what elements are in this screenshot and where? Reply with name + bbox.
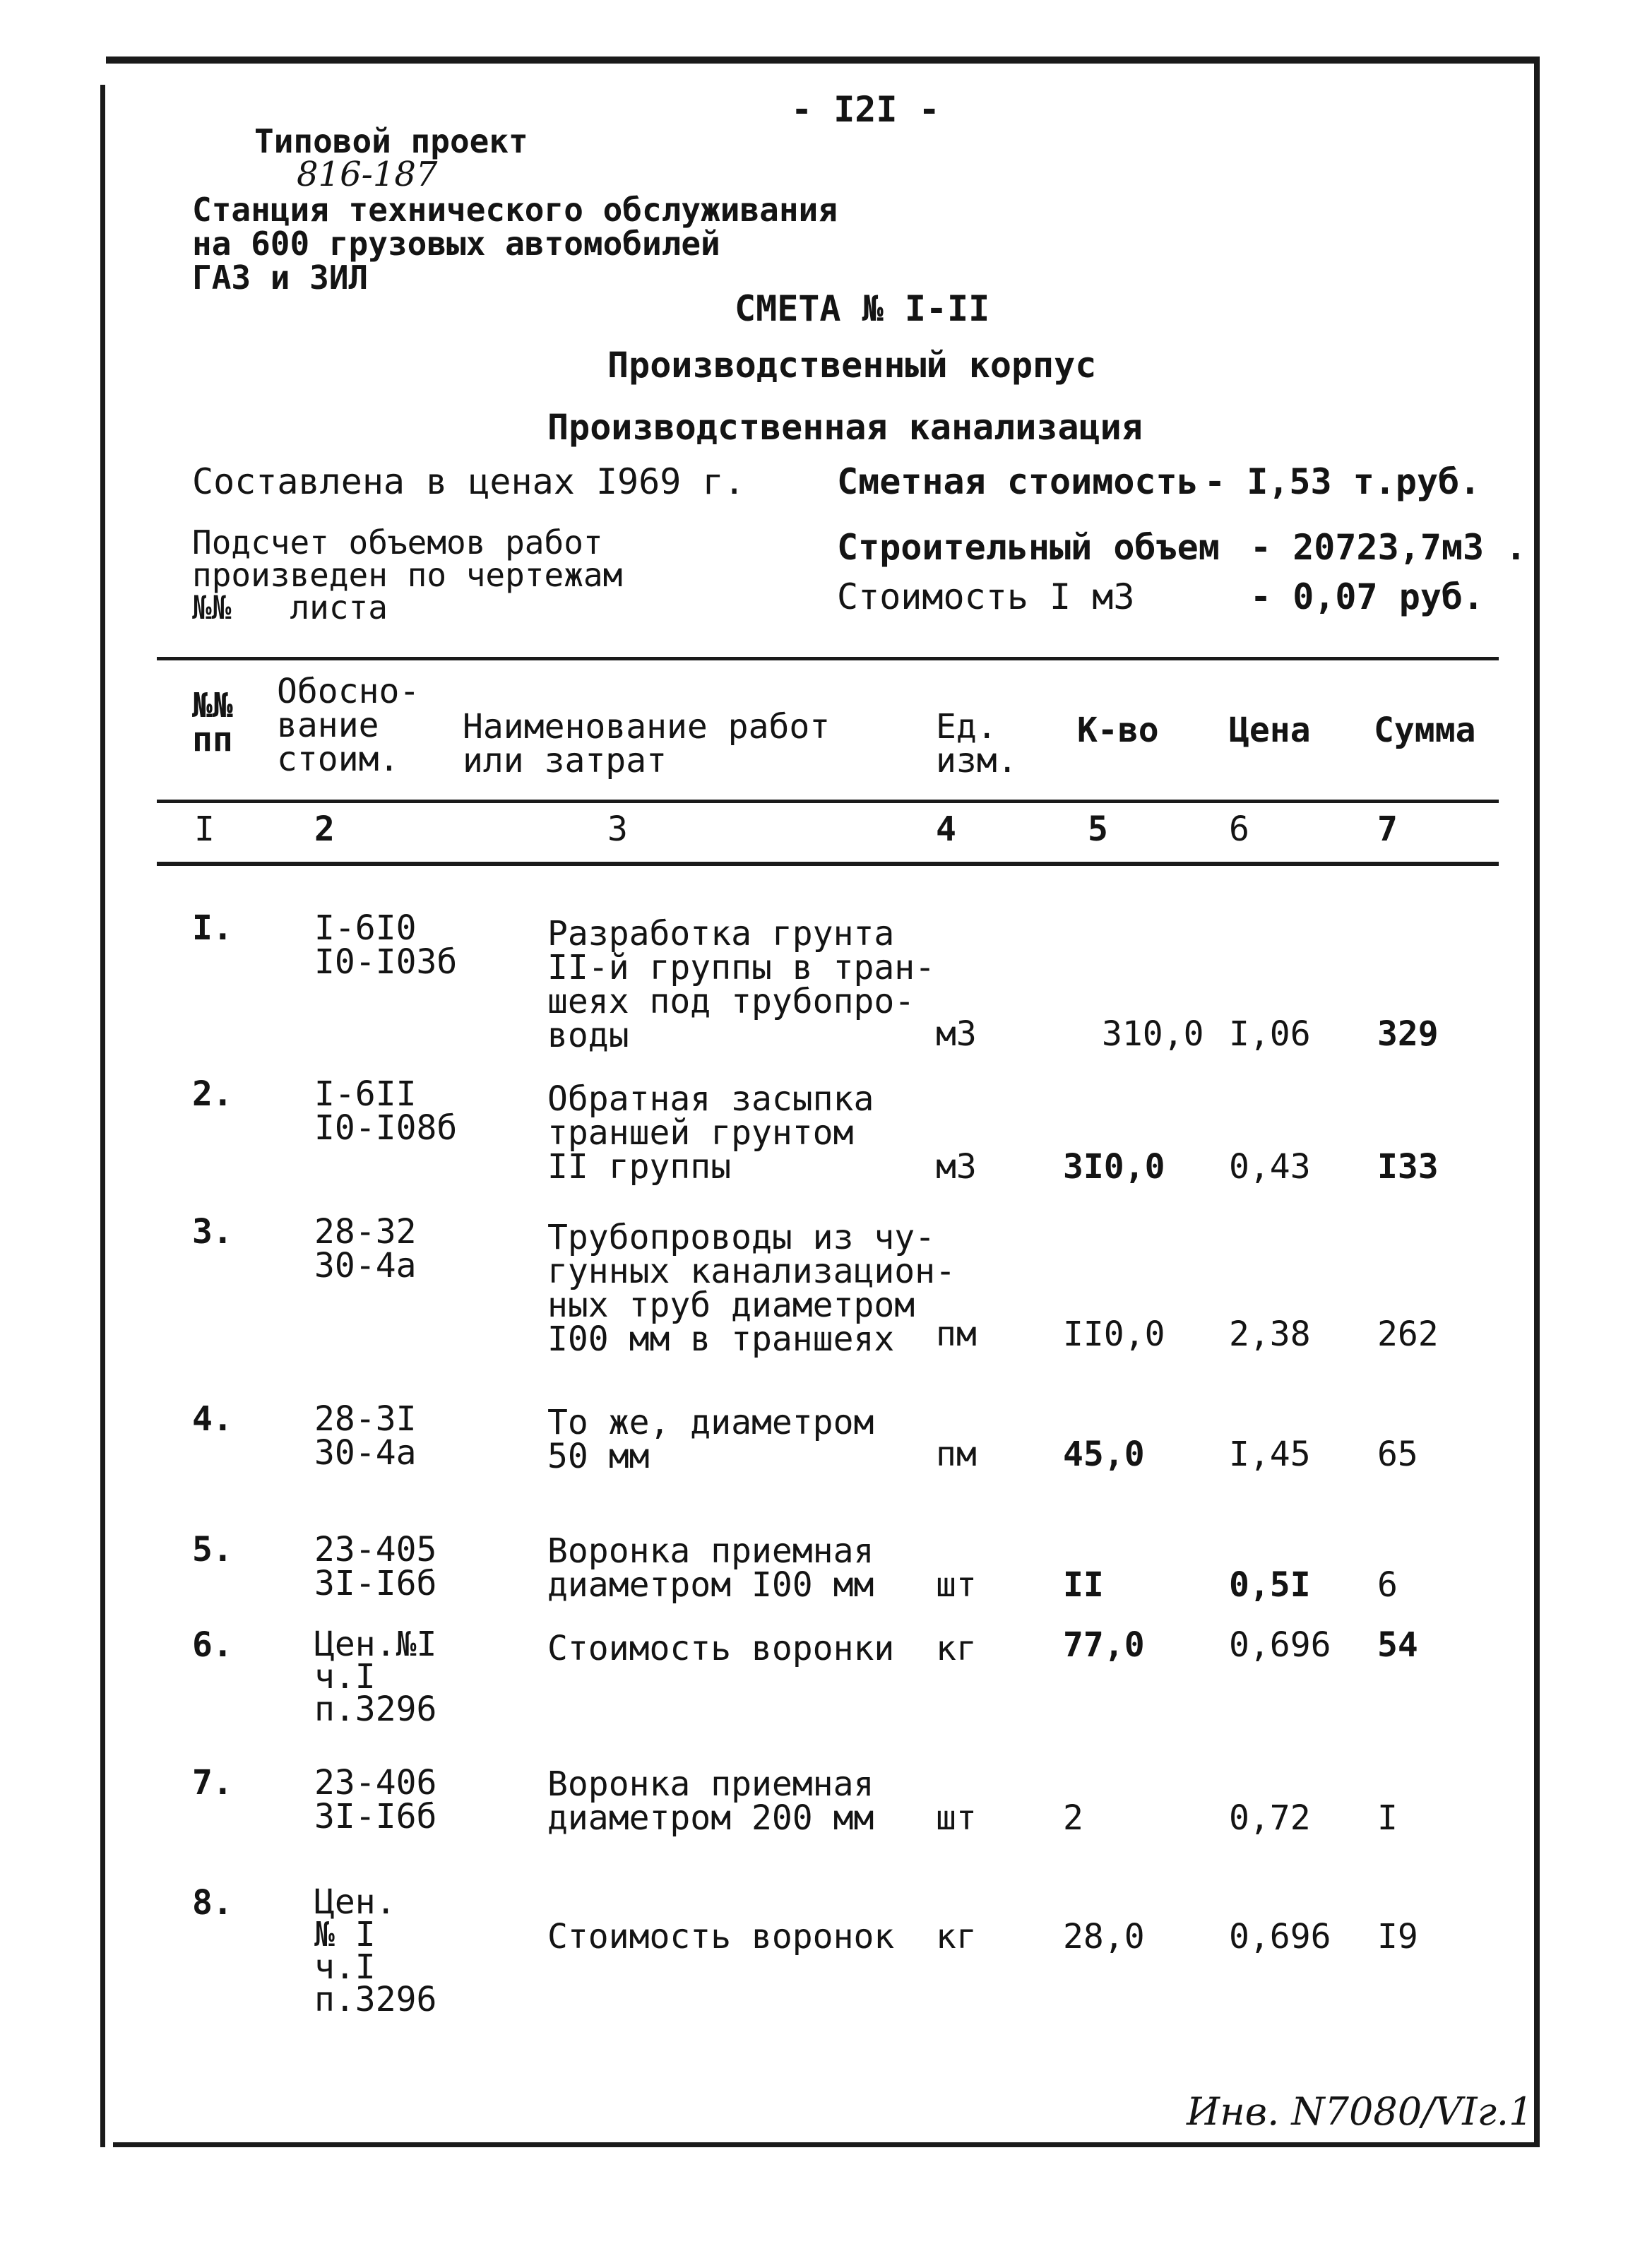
row-basis: I-6II I0-I08б [314,1074,458,1148]
header-num: №№ пп [192,686,233,759]
row-unit: кг [936,1629,977,1668]
row-qty: 3I0,0 [1063,1147,1165,1187]
colnum-7: 7 [1377,809,1398,849]
project-name-line2: на 600 грузовых автомобилей [192,225,720,263]
row-name: Воронка приемная диаметром 200 мм [547,1764,874,1838]
building-volume-label: Строительный объем [837,527,1220,568]
row-name: Разработка грунта II-й группы в тран- шеях под трубопро- воды [547,914,936,1055]
unit-cost-label: Стоимость I м3 [837,576,1135,617]
prices-year: Составлена в ценах I969 г. [192,461,745,502]
row-basis: Цен. № I ч.I п.3296 [314,1882,437,2019]
unit-cost-value: - 0,07 руб. [1250,576,1485,617]
row-name: Трубопроводы из чу- гунных канализацион- ных труб диаметром I00 мм в траншеях [547,1218,956,1359]
page-number: - I2I - [791,89,940,130]
row-price: 0,72 [1229,1798,1311,1838]
header-sum: Сумма [1374,711,1476,750]
row-unit: м3 [936,1147,977,1187]
row-price: I,06 [1229,1014,1311,1054]
row-name: Стоимость воронок [547,1917,895,1957]
row-qty: 45,0 [1063,1435,1145,1474]
row-sum: 54 [1377,1625,1418,1665]
row-num: 6. [192,1625,233,1665]
row-qty: II0,0 [1063,1314,1165,1354]
row-qty: II [1063,1565,1104,1605]
row-price: 0,5I [1229,1565,1311,1605]
row-basis: 23-406 3I-I6б [314,1763,437,1836]
colnum-3: 3 [607,809,628,849]
row-sum: I9 [1377,1917,1418,1957]
row-sum: 329 [1377,1014,1439,1054]
row-sum: I [1377,1798,1398,1838]
row-num: 4. [192,1399,233,1439]
header-unit: Ед. изм. [936,707,1018,780]
row-name: Воронка приемная диаметром I00 мм [547,1531,874,1605]
row-unit: пм [936,1435,977,1474]
row-price: 0,43 [1229,1147,1311,1187]
building-volume-value: - 20723,7м3 . [1250,527,1527,568]
colnum-4: 4 [936,809,956,849]
estimate-title: СМЕТА № I-II [735,288,990,329]
row-sum: I33 [1377,1147,1439,1187]
calculation-note: Подсчет объемов работ произведен по чертежам №№ листа [192,523,623,627]
row-basis: Цен.№I ч.I п.3296 [314,1625,437,1729]
row-num: 8. [192,1883,233,1923]
colnum-1: I [194,809,215,849]
estimate-subtitle: Производственный корпус [607,345,1097,386]
sheet-border-right [1534,64,1540,2147]
header-name: Наименование работ или затрат [463,707,831,780]
sheet-border-left [100,85,105,2147]
row-qty: 310,0 [1102,1014,1204,1054]
colnum-6: 6 [1229,809,1249,849]
row-basis: 23-405 3I-I6б [314,1530,437,1603]
sheet-border-top [106,57,1540,64]
table-rule-top [157,657,1499,660]
inventory-note: Инв. N7080/VIг.1 [1187,2089,1533,2134]
row-num: 3. [192,1212,233,1252]
row-unit: пм [936,1314,977,1354]
row-num: 5. [192,1530,233,1569]
row-price: 2,38 [1229,1314,1311,1354]
row-num: I. [192,908,233,948]
colnum-2: 2 [314,809,335,849]
row-qty: 28,0 [1063,1917,1145,1957]
project-number: 816-187 [297,155,438,194]
row-price: 0,696 [1229,1625,1331,1665]
row-basis: I-6I0 I0-I03б [314,908,458,982]
sheet-border-bottom [113,2142,1540,2147]
row-name: То же, диаметром 50 мм [547,1403,874,1476]
row-sum: 6 [1377,1565,1398,1605]
table-rule-colnums [157,862,1499,866]
row-price: I,45 [1229,1435,1311,1474]
row-unit: шт [936,1798,977,1838]
row-unit: кг [936,1917,977,1957]
colnum-5: 5 [1088,809,1108,849]
row-qty: 77,0 [1063,1625,1145,1665]
project-name-line1: Станция технического обслуживания [192,191,838,229]
row-num: 2. [192,1074,233,1114]
row-name: Обратная засыпка траншей грунтом II группы [547,1079,874,1187]
row-qty: 2 [1063,1798,1083,1838]
header-price: Цена [1229,711,1311,750]
row-price: 0,696 [1229,1917,1331,1957]
header-basis: Обосно- вание стоим. [277,672,420,779]
row-unit: шт [936,1565,977,1605]
estimate-section: Производственная канализация [547,407,1143,448]
table-rule-header [157,800,1499,803]
row-sum: 65 [1377,1435,1418,1474]
row-name: Стоимость воронки [547,1629,895,1668]
row-unit: м3 [936,1014,977,1054]
project-name-line3: ГАЗ и ЗИЛ [192,259,369,297]
row-sum: 262 [1377,1314,1439,1354]
estimated-cost-value: - I,53 т.руб. [1204,461,1481,502]
row-num: 7. [192,1763,233,1803]
estimated-cost-label: Сметная стоимость [837,461,1199,502]
row-basis: 28-3I 30-4а [314,1399,417,1473]
project-type-label: Типовой проект [254,122,528,160]
row-basis: 28-32 30-4а [314,1212,417,1286]
header-qty: К-во [1077,711,1159,750]
